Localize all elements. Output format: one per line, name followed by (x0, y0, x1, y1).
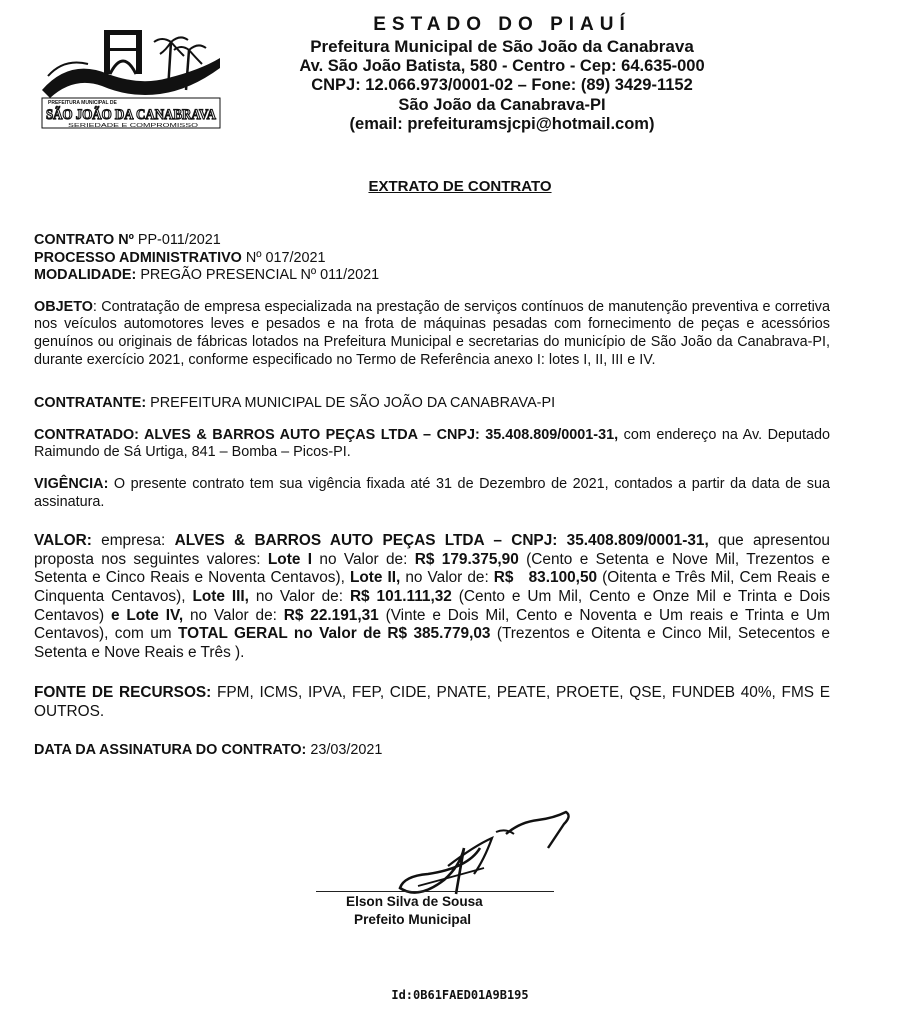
valor-label: VALOR: (34, 532, 92, 550)
contract-number-value: PP-011/2021 (133, 232, 221, 248)
prefeitura-email: (email: prefeituramsjcpi@hotmail.com) (349, 115, 655, 134)
assinatura-paragraph (34, 742, 830, 760)
signatory-role: Prefeito Municipal (354, 911, 472, 927)
lote2-label: Lote II, (349, 569, 401, 587)
letterhead (232, 12, 772, 135)
lote2-words: (Oitenta e Três Mil, Cem Reais e Cinquenta Centavos), (34, 569, 830, 605)
total-words: (Trezentos e Oitenta e Cinco Mil, Setecentos e Setenta e Nove Reais e Três ). (34, 625, 830, 661)
total-label: TOTAL GERAL no Valor de R$ 385.779,03 (177, 625, 491, 643)
fonte-paragraph (34, 683, 830, 721)
signatory-block (340, 893, 560, 928)
logo-text: SÃO JOÃO DA CANABRAVA (46, 107, 244, 123)
process-number-value: Nº 017/2021 (241, 249, 326, 266)
contract-number (34, 232, 830, 250)
municipality-logo (40, 28, 244, 132)
lote2-value: R$ 83.100,50 (493, 569, 598, 587)
vigencia-label: VIGÊNCIA: (34, 475, 109, 492)
modality-value: PREGÃO PRESENCIAL Nº 011/2021 (136, 267, 380, 284)
valor-paragraph (34, 532, 830, 662)
lote4-words: (Vinte e Dois Mil, Cento e Noventa e Um reais e Trinta e Um Centavos), com um (34, 606, 830, 643)
vigencia-text: O presente contrato tem sua vigência fixada até 31 de Dezembro de 2021, contados a partir da data de sua assinatura. (34, 475, 830, 510)
lote4-label: e Lote IV, (110, 606, 184, 624)
lote4-value: R$ 22.191,31 (283, 606, 379, 624)
assinatura-label: DATA DA ASSINATURA DO CONTRATO: (34, 742, 307, 759)
document-id: Id:0B61FAED01A9B195 (391, 988, 529, 1002)
lote3-value: R$ 101.111,32 (349, 587, 452, 605)
valor-text: no Valor de: (400, 569, 494, 587)
modality (34, 267, 830, 285)
process-number (34, 250, 830, 268)
vigencia-paragraph (34, 476, 830, 511)
contratante-paragraph (34, 395, 830, 413)
valor-text: no Valor de: (248, 587, 350, 605)
document-body (34, 232, 830, 760)
document-title: EXTRATO DE CONTRATO (368, 178, 552, 195)
objeto-text: : Contratação de empresa especializada na prestação de serviços contínuos de manutenção preventiva e corretiva nos veículos automotores leves e pesados e na frota de máquinas pesadas com fornecimento de peças e acessórios genuínos ou originais de fábricas lotados na Prefeitura Municipal e secretarias do município de São João da Canabrava-PI, durante exercício 2021, conforme especificado no Termo de Referência anexo I: lotes I, II, III e IV. (34, 298, 830, 368)
contratante-value: PREFEITURA MUNICIPAL DE SÃO JOÃO DA CANABRAVA-PI (146, 395, 556, 412)
signatory-name: Elson Silva de Sousa (346, 894, 483, 909)
contratado-company: ALVES & BARROS AUTO PEÇAS LTDA – CNPJ: 35.408.809/0001-31, (138, 426, 619, 443)
logo-subtext: PREFEITURA MUNICIPAL DE (48, 100, 117, 106)
lote3-words: (Cento e Um Mil, Cento e Onze Mil e Trinta e Dois Centavos) (34, 587, 831, 624)
objeto-label: OBJETO (34, 298, 93, 315)
logo-tagline: SERIEDADE E COMPROMISSO (68, 123, 200, 129)
lote3-label: Lote III, (192, 587, 249, 605)
modality-label: MODALIDADE: (34, 267, 137, 284)
lote1-label: Lote I (267, 550, 313, 568)
prefeitura-cnpj-phone: CNPJ: 12.066.973/0001-02 – Fone: (89) 3429-1152 (311, 76, 693, 95)
process-number-label: PROCESSO ADMINISTRATIVO (34, 249, 242, 266)
prefeitura-name: Prefeitura Municipal de São João da Canabrava (310, 37, 694, 56)
contract-number-label: CONTRATO Nº (34, 232, 134, 248)
contratado-label: CONTRATADO: (34, 426, 139, 443)
assinatura-date: 23/03/2021 (306, 742, 383, 759)
contratado-address: com endereço na Av. Deputado Raimundo de Sá Urtiga, 841 – Bomba – Picos-PI. (34, 426, 830, 461)
valor-text: no Valor de: (183, 606, 284, 624)
lote1-value: R$ 179.375,90 (414, 550, 519, 568)
fonte-label: FONTE DE RECURSOS: (34, 684, 212, 702)
state-name: ESTADO DO PIAUÍ (373, 14, 631, 35)
objeto-paragraph (34, 299, 830, 369)
lote1-words: (Cento e Setenta e Nove Mil, Trezentos e Setenta e Cinco Reais e Noventa Centavos), (34, 550, 831, 587)
valor-text: que apresentou proposta nos seguintes valores: (34, 532, 830, 568)
valor-text: empresa: (91, 532, 175, 550)
contratado-paragraph (34, 427, 830, 462)
valor-text: no Valor de: (312, 550, 415, 568)
fonte-text: FPM, ICMS, IPVA, FEP, CIDE, PNATE, PEATE, PROETE, QSE, FUNDEB 40%, FMS E OUTROS. (34, 684, 830, 721)
prefeitura-address: Av. São João Batista, 580 - Centro - Cep: 64.635-000 (299, 56, 705, 75)
prefeitura-city: São João da Canabrava-PI (398, 95, 606, 114)
contratante-label: CONTRATANTE: (34, 395, 147, 412)
valor-company: ALVES & BARROS AUTO PEÇAS LTDA – CNPJ: 35.408.809/0001-31, (174, 532, 709, 550)
